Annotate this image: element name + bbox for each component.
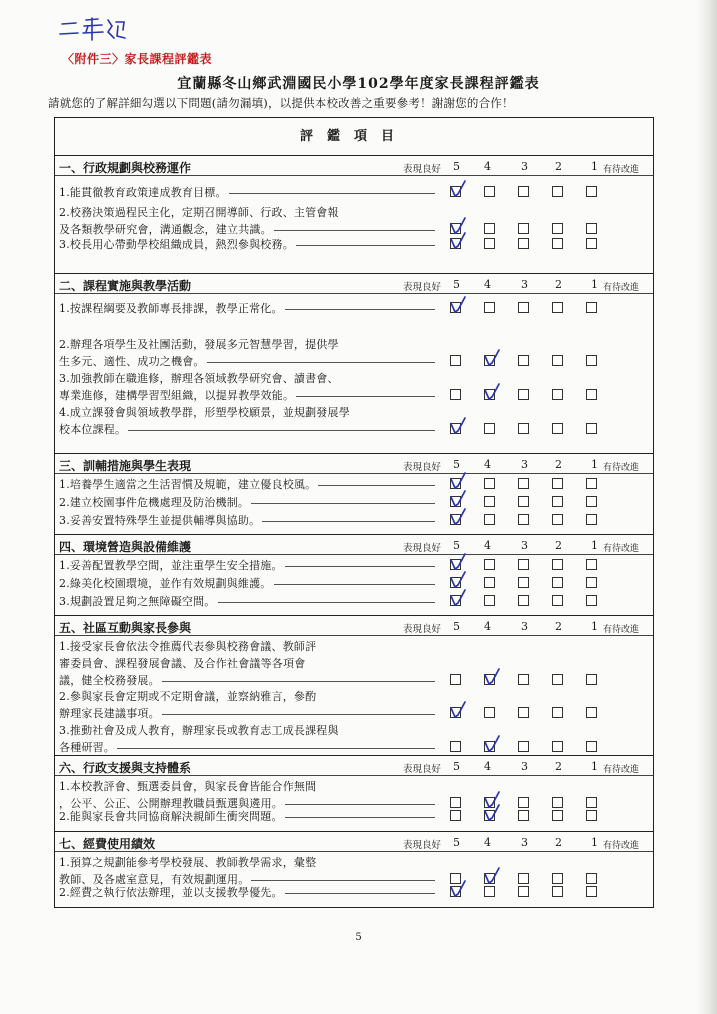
item-text-span: 審委員會、課程發展會議、及合作社會議等各項會 (59, 657, 306, 670)
rating-checkbox-4[interactable] (484, 423, 495, 434)
page-number: 5 (355, 932, 362, 943)
item-text-span: 校本位課程。 (59, 423, 127, 436)
rating-checkbox-5[interactable] (450, 797, 461, 808)
scale-level-5: 5 (453, 458, 460, 471)
scale-label-improve: 有待改進 (603, 765, 640, 775)
rating-checkbox-4[interactable] (484, 577, 495, 588)
rating-checkbox-1[interactable] (586, 496, 597, 507)
item-text-span: 2.辦理各項學生及社團活動，發展多元智慧學習，提供學 (59, 338, 339, 351)
section-separator (55, 615, 653, 616)
item-text-span: 3.加強教師在職進修，辦理各領域教學研究會、讀書會、 (59, 372, 339, 385)
rating-checkbox-4[interactable] (484, 223, 495, 234)
rating-checkbox-3[interactable] (518, 238, 529, 249)
handwritten-note (58, 14, 128, 42)
rating-checkbox-5[interactable] (450, 355, 461, 366)
item-text-span: 生多元、適性、成功之機會。 (59, 355, 205, 368)
handwritten-check-icon (448, 229, 470, 251)
instruction-text: 請就您的了解詳細勾選以下問題(請勿漏填)，以提供本校改善之重要參考！謝謝您的合作！ (48, 96, 514, 110)
rating-checkbox-1[interactable] (586, 577, 597, 588)
scale-label-good: 表現良好 (403, 164, 442, 175)
leader-line (274, 584, 436, 585)
rating-checkbox-2[interactable] (552, 559, 563, 570)
rating-checkbox-3[interactable] (518, 389, 529, 400)
scale-label-good: 表現良好 (403, 840, 442, 851)
scale-label-good: 表現良好 (403, 462, 442, 473)
scale-level-4: 4 (484, 760, 491, 773)
item-text (59, 404, 350, 420)
rating-checkbox-3[interactable] (518, 674, 529, 685)
scale-level-4: 4 (484, 278, 491, 291)
rating-checkbox-2[interactable] (552, 810, 563, 821)
item-text (59, 575, 435, 591)
rating-checkbox-2[interactable] (552, 741, 563, 752)
leader-line (285, 566, 435, 567)
item-text-span: 專業進修，建構學習型組織，以提昇教學效能。 (59, 389, 295, 402)
section-separator (55, 273, 653, 274)
handwritten-check-icon (482, 732, 504, 754)
scale-level-5: 5 (453, 539, 460, 552)
item-text-span: 2.經費之執行依法辦理，並以支援教學優先。 (59, 886, 283, 899)
rating-checkbox-2[interactable] (552, 355, 563, 366)
rating-checkbox-1[interactable] (586, 707, 597, 718)
section-header-separator (55, 635, 653, 636)
rating-checkbox-2[interactable] (552, 797, 563, 808)
rating-checkbox-2[interactable] (552, 302, 563, 313)
leader-line (207, 362, 435, 363)
scale-level-4: 4 (484, 160, 491, 173)
leader-line (128, 430, 435, 431)
item-text (59, 336, 339, 352)
handwritten-check-icon (482, 864, 504, 886)
item-text-span: 3.規劃設置足夠之無障礙空間。 (59, 595, 216, 608)
item-text (59, 722, 339, 738)
scale-level-3: 3 (521, 760, 528, 773)
leader-line (117, 748, 435, 749)
scale-level-4: 4 (484, 836, 491, 849)
item-text (59, 184, 435, 200)
rating-checkbox-3[interactable] (518, 810, 529, 821)
handwritten-check-icon (482, 380, 504, 402)
rating-checkbox-4[interactable] (484, 886, 495, 897)
item-text-span: 1.預算之規劃能參考學校發展、教師教學需求，彙整 (59, 856, 317, 869)
rating-checkbox-5[interactable] (450, 741, 461, 752)
rating-checkbox-4[interactable] (484, 302, 495, 313)
attachment-label: 〈附件三〉家長課程評鑑表 (62, 52, 213, 66)
scale-level-2: 2 (555, 278, 562, 291)
item-text-span: 1.能貫徹教育政策達成教育目標。 (59, 186, 227, 199)
rating-checkbox-1[interactable] (586, 810, 597, 821)
form-title: 宜蘭縣冬山鄉武淵國民小學102學年度家長課程評鑑表 (177, 76, 540, 92)
rating-checkbox-1[interactable] (586, 595, 597, 606)
scale-level-2: 2 (555, 160, 562, 173)
item-text-span: 2.建立校園事件危機處理及防治機制。 (59, 496, 250, 509)
rating-checkbox-3[interactable] (518, 496, 529, 507)
rating-checkbox-5[interactable] (450, 674, 461, 685)
handwritten-check-icon (482, 665, 504, 687)
scale-level-5: 5 (453, 620, 460, 633)
rating-checkbox-1[interactable] (586, 423, 597, 434)
item-text (59, 387, 435, 403)
rating-checkbox-4[interactable] (484, 514, 495, 525)
scale-label-improve: 有待改進 (603, 463, 640, 473)
item-text (59, 638, 316, 654)
item-text-span: 3.妥善安置特殊學生並提供輔導與協助。 (59, 514, 261, 527)
rating-checkbox-2[interactable] (552, 886, 563, 897)
scale-level-1: 1 (591, 160, 598, 173)
rating-checkbox-2[interactable] (552, 496, 563, 507)
item-text (59, 778, 316, 794)
rating-checkbox-2[interactable] (552, 389, 563, 400)
leader-line (285, 804, 435, 805)
rating-checkbox-4[interactable] (484, 559, 495, 570)
item-text (59, 557, 435, 573)
scale-level-1: 1 (591, 458, 598, 471)
rating-checkbox-3[interactable] (518, 873, 529, 884)
section-title: 五、社區互動與家長參與 (59, 621, 192, 635)
rating-checkbox-3[interactable] (518, 423, 529, 434)
scale-label-improve: 有待改進 (603, 165, 640, 175)
section-header-separator (55, 554, 653, 555)
item-text-span: 2.參與家長會定期或不定期會議，並察納雅言，參酌 (59, 690, 317, 703)
form-header: 評鑑項目 (55, 118, 653, 156)
leader-line (162, 714, 435, 715)
item-text-span: 1.本校教評會、甄選委員會，與家長會皆能合作無間 (59, 780, 317, 793)
rating-checkbox-2[interactable] (552, 223, 563, 234)
rating-checkbox-4[interactable] (484, 186, 495, 197)
handwritten-check-icon (448, 177, 470, 199)
rating-checkbox-2[interactable] (552, 423, 563, 434)
item-text (59, 884, 435, 900)
rating-checkbox-3[interactable] (518, 707, 529, 718)
rating-checkbox-1[interactable] (586, 389, 597, 400)
rating-checkbox-3[interactable] (518, 355, 529, 366)
item-text-span: 教師、及各處室意見，有效規劃運用。 (59, 873, 250, 886)
item-text-span: 1.培養學生適當之生活習慣及規範，建立優良校風。 (59, 478, 317, 491)
scale-level-2: 2 (555, 539, 562, 552)
item-text (59, 236, 435, 252)
item-text-span: ，公平、公正、公開辦理教職員甄選與遴用。 (59, 797, 283, 810)
item-text (59, 476, 435, 492)
section-header-separator (55, 851, 653, 852)
rating-checkbox-2[interactable] (552, 873, 563, 884)
rating-checkbox-1[interactable] (586, 886, 597, 897)
rating-checkbox-3[interactable] (518, 186, 529, 197)
page-edge-shadow (697, 0, 717, 1014)
item-text (59, 655, 305, 671)
scale-level-4: 4 (484, 539, 491, 552)
rating-checkbox-4[interactable] (484, 707, 495, 718)
handwritten-check-icon (482, 801, 504, 823)
rating-checkbox-1[interactable] (586, 238, 597, 249)
section-header-separator (55, 175, 653, 176)
leader-line (285, 893, 435, 894)
rating-checkbox-4[interactable] (484, 478, 495, 489)
evaluation-form (54, 117, 654, 908)
section-header-separator (55, 293, 653, 294)
leader-line (318, 485, 435, 486)
section-title: 六、行政支援與支持體系 (59, 761, 192, 775)
section-header-separator (55, 775, 653, 776)
section-separator (55, 831, 653, 832)
leader-line (229, 193, 435, 194)
item-text-span: 1.妥善配置教學空間，並注重學生安全措施。 (59, 559, 283, 572)
scale-label-improve: 有待改進 (603, 625, 640, 635)
scale-level-1: 1 (591, 539, 598, 552)
rating-checkbox-1[interactable] (586, 873, 597, 884)
scale-level-3: 3 (521, 458, 528, 471)
scale-label-good: 表現良好 (403, 543, 442, 554)
leader-line (262, 521, 435, 522)
scale-label-improve: 有待改進 (603, 544, 640, 554)
section-separator (55, 453, 653, 454)
scale-level-5: 5 (453, 278, 460, 291)
section-header-separator (55, 473, 653, 474)
rating-checkbox-3[interactable] (518, 577, 529, 588)
rating-checkbox-1[interactable] (586, 223, 597, 234)
rating-checkbox-2[interactable] (552, 478, 563, 489)
scale-level-3: 3 (521, 539, 528, 552)
scale-label-good: 表現良好 (403, 282, 442, 293)
rating-checkbox-3[interactable] (518, 223, 529, 234)
item-text (59, 370, 339, 386)
item-text (59, 739, 435, 755)
scale-level-4: 4 (484, 620, 491, 633)
item-text (59, 688, 316, 704)
section-title: 四、環境營造與設備維護 (59, 540, 192, 554)
scale-level-3: 3 (521, 836, 528, 849)
rating-checkbox-3[interactable] (518, 595, 529, 606)
rating-checkbox-3[interactable] (518, 559, 529, 570)
rating-checkbox-2[interactable] (552, 595, 563, 606)
rating-checkbox-4[interactable] (484, 238, 495, 249)
item-text (59, 353, 435, 369)
section-title: 一、行政規劃與校務運作 (59, 161, 192, 175)
item-text (59, 221, 435, 237)
item-text-span: 2.校務決策過程民主化，定期召開導師、行政、主管會報 (59, 206, 339, 219)
rating-checkbox-1[interactable] (586, 741, 597, 752)
rating-checkbox-1[interactable] (586, 186, 597, 197)
section-separator (55, 755, 653, 756)
rating-checkbox-1[interactable] (586, 478, 597, 489)
rating-checkbox-4[interactable] (484, 496, 495, 507)
scale-level-5: 5 (453, 160, 460, 173)
leader-line (296, 245, 435, 246)
rating-checkbox-1[interactable] (586, 302, 597, 313)
item-text-span: 3.推動社會及成人教育，辦理家長或教育志工成長課程與 (59, 724, 339, 737)
rating-checkbox-2[interactable] (552, 674, 563, 685)
leader-line (251, 880, 435, 881)
item-text (59, 705, 435, 721)
rating-checkbox-3[interactable] (518, 797, 529, 808)
rating-checkbox-5[interactable] (450, 389, 461, 400)
rating-checkbox-5[interactable] (450, 810, 461, 821)
scale-label-improve: 有待改進 (603, 283, 640, 293)
item-text-span: 1.按課程綱要及教師專長排課，教學正常化。 (59, 302, 283, 315)
rating-checkbox-4[interactable] (484, 595, 495, 606)
scale-level-2: 2 (555, 760, 562, 773)
scale-level-1: 1 (591, 836, 598, 849)
leader-line (296, 396, 435, 397)
section-title: 七、經費使用績效 (59, 837, 156, 851)
rating-checkbox-3[interactable] (518, 741, 529, 752)
handwritten-check-icon (448, 505, 470, 527)
item-text-span: 2.綠美化校園環境，並作有效規劃與維護。 (59, 577, 272, 590)
scale-level-3: 3 (521, 620, 528, 633)
rating-checkbox-1[interactable] (586, 797, 597, 808)
scale-level-5: 5 (453, 760, 460, 773)
leader-line (162, 681, 435, 682)
rating-checkbox-3[interactable] (518, 886, 529, 897)
rating-checkbox-2[interactable] (552, 186, 563, 197)
leader-line (218, 602, 436, 603)
scale-level-2: 2 (555, 836, 562, 849)
leader-line (285, 309, 435, 310)
scale-level-4: 4 (484, 458, 491, 471)
scale-level-3: 3 (521, 278, 528, 291)
leader-line (251, 503, 435, 504)
scale-label-good: 表現良好 (403, 624, 442, 635)
leader-line (274, 230, 435, 231)
item-text (59, 593, 435, 609)
scale-level-3: 3 (521, 160, 528, 173)
section-title: 三、訓輔措施與學生表現 (59, 459, 192, 473)
handwritten-check-icon (448, 293, 470, 315)
item-text (59, 854, 316, 870)
scale-level-1: 1 (591, 620, 598, 633)
item-text-span: 2.能與家長會共同協商解決親師生衝突問題。 (59, 810, 283, 823)
handwritten-check-icon (448, 414, 470, 436)
rating-checkbox-3[interactable] (518, 514, 529, 525)
item-text-span: 及各類教學研究會，溝通觀念，建立共識。 (59, 223, 272, 236)
item-text (59, 808, 435, 824)
rating-checkbox-2[interactable] (552, 707, 563, 718)
rating-checkbox-3[interactable] (518, 478, 529, 489)
rating-checkbox-2[interactable] (552, 514, 563, 525)
item-text-span: 各種研習。 (59, 741, 115, 754)
item-text-span: 1.接受家長會依法令推薦代表參與校務會議、教師評 (59, 640, 317, 653)
rating-checkbox-2[interactable] (552, 577, 563, 588)
rating-checkbox-3[interactable] (518, 302, 529, 313)
item-text-span: 4.成立課發會與領域教學群，形塑學校願景，並規劃發展學 (59, 406, 350, 419)
section-title: 二、課程實施與教學活動 (59, 279, 192, 293)
rating-checkbox-1[interactable] (586, 355, 597, 366)
item-text-span: 議，健全校務發展。 (59, 674, 160, 687)
item-text (59, 494, 435, 510)
scale-level-2: 2 (555, 458, 562, 471)
scale-level-1: 1 (591, 760, 598, 773)
leader-line (285, 817, 435, 818)
scale-label-improve: 有待改進 (603, 841, 640, 851)
handwritten-check-icon (448, 698, 470, 720)
handwritten-check-icon (448, 586, 470, 608)
item-text-span: 辦理家長建議事項。 (59, 707, 160, 720)
item-text-span: 3.校長用心帶動學校組織成員，熱烈參與校務。 (59, 238, 294, 251)
rating-checkbox-2[interactable] (552, 238, 563, 249)
scale-label-good: 表現良好 (403, 764, 442, 775)
item-text (59, 672, 435, 688)
rating-checkbox-1[interactable] (586, 674, 597, 685)
handwritten-check-icon (448, 877, 470, 899)
rating-checkbox-1[interactable] (586, 559, 597, 570)
item-text (59, 421, 435, 437)
scale-level-1: 1 (591, 278, 598, 291)
item-text (59, 204, 339, 220)
scale-level-5: 5 (453, 836, 460, 849)
section-separator (55, 534, 653, 535)
item-text (59, 512, 435, 528)
rating-checkbox-1[interactable] (586, 514, 597, 525)
item-text (59, 300, 435, 316)
handwritten-check-icon (482, 346, 504, 368)
scale-level-2: 2 (555, 620, 562, 633)
